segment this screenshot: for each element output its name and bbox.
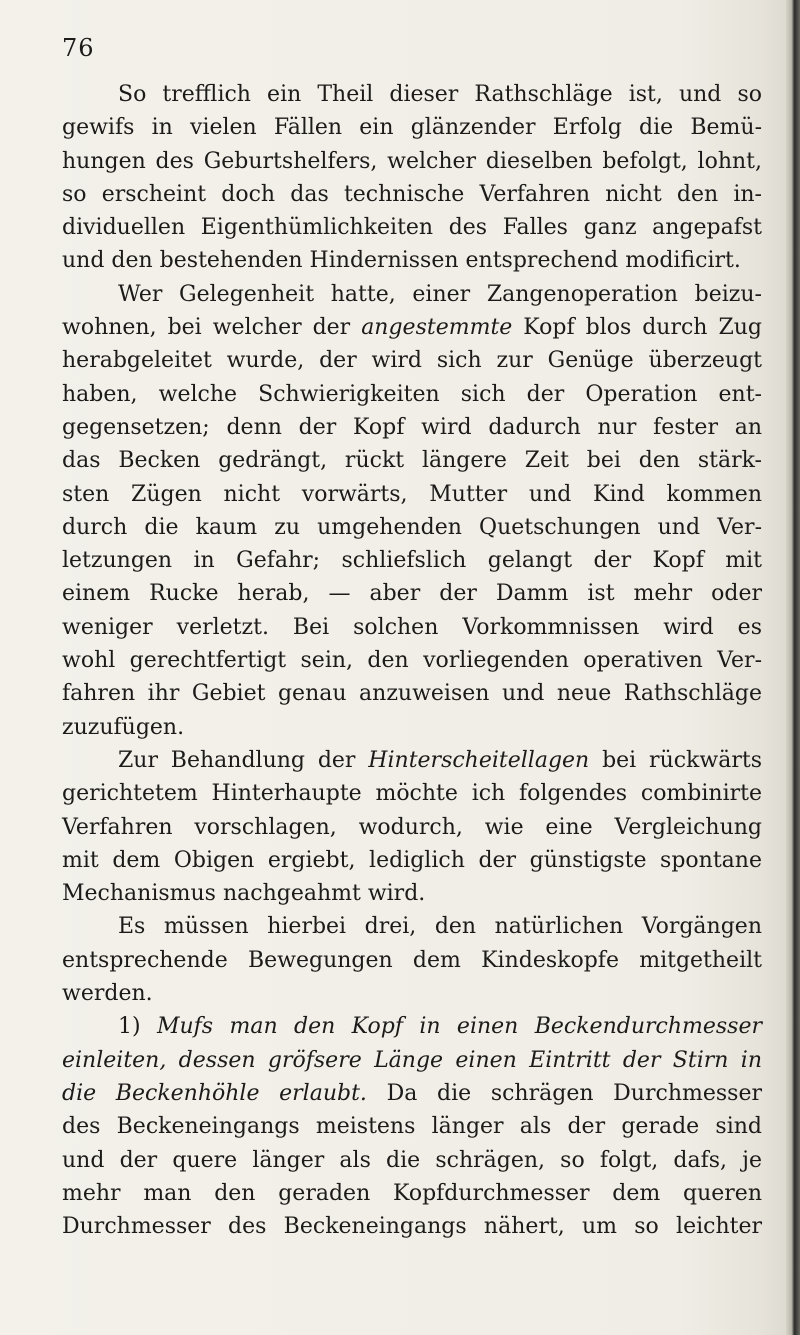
text-run: Kopf blos durch Zug (512, 315, 762, 341)
text-line (62, 311, 762, 344)
text-line: durch die kaum zu umgehenden Quetschungen und Ver- (62, 514, 762, 540)
text-line: wohl gerechtfertigt sein, den vorliegenden operativen Ver- (62, 648, 762, 674)
text-line: hungen des Geburtshelfers, welcher dieselben befolgt, lohnt, (62, 148, 762, 174)
text-line: einem Rucke herab, — aber der Damm ist mehr oder (62, 581, 762, 607)
text-line: haben, welche Schwierigkeiten sich der Operation ent- (62, 381, 762, 407)
text-line: Durchmesser des Beckeneingangs nähert, um so leichter (62, 1214, 762, 1240)
text-line: Wer Gelegenheit hatte, einer Zangenoperation beizu- (118, 281, 762, 307)
text-line: zuzufügen. (62, 714, 185, 740)
text-line: mehr man den geraden Kopfdurchmesser dem queren (62, 1180, 762, 1206)
text-line: werden. (62, 981, 153, 1007)
text-line (62, 744, 762, 777)
italic-run: Hinterscheitellagen (368, 747, 590, 773)
text-line: dividuellen Eigenthümlichkeiten des Falles ganz angepafst (62, 215, 762, 241)
text-run: 1) (118, 1014, 157, 1040)
text-line: Mechanismus nachgeahmt wird. (62, 881, 426, 907)
text-run: bei rückwärts (589, 747, 762, 773)
text-run: Da die schrägen Durchmesser (366, 1080, 762, 1106)
text-line: fahren ihr Gebiet genau anzuweisen und neue Rathschläge (62, 681, 762, 707)
text-line: gewifs in vielen Fällen ein glänzender Erfolg die Bemü- (62, 115, 762, 141)
text-line: herabgeleitet wurde, der wird sich zur Genüge überzeugt (62, 348, 762, 374)
text-line (62, 1010, 762, 1043)
text-line: gegensetzen; denn der Kopf wird dadurch nur fester an (62, 414, 762, 440)
text-line: des Beckeneingangs meistens länger als der gerade sind (62, 1114, 762, 1140)
text-line: und der quere länger als die schrägen, so folgt, dafs, je (62, 1147, 762, 1173)
text-line: so erscheint doch das technische Verfahren nicht den in- (62, 181, 762, 207)
text-line: entsprechende Bewegungen dem Kindeskopfe mitgetheilt (62, 947, 762, 973)
text-line: und den bestehenden Hindernissen entsprechend modificirt. (62, 248, 741, 274)
text-line: mit dem Obigen ergiebt, lediglich der günstigste spontane (62, 847, 762, 873)
page-edge-shadow (786, 0, 800, 1335)
italic-run: einleiten, dessen gröfsere Länge einen Eintritt der Stirn in (62, 1047, 762, 1073)
text-line: das Becken gedrängt, rückt längere Zeit bei den stärk- (62, 448, 762, 474)
text-run: Zur Behandlung der (118, 747, 369, 773)
page-number: 76 (62, 34, 95, 62)
italic-run: angestemmte (361, 315, 513, 341)
text-line: Es müssen hierbei drei, den natürlichen Vorgängen (118, 914, 762, 940)
text-run: wohnen, bei welcher der (62, 315, 362, 341)
text-line: letzungen in Gefahr; schliefslich gelangt der Kopf mit (62, 548, 762, 574)
text-line: gerichtetem Hinterhaupte möchte ich folgendes combinirte (62, 781, 762, 807)
text-line (62, 1077, 762, 1110)
text-line (62, 1044, 762, 1077)
text-line: So trefflich ein Theil dieser Rathschläge ist, und so (118, 82, 762, 107)
text-line: Verfahren vorschlagen, wodurch, wie eine Vergleichung (62, 814, 762, 840)
text-line: weniger verletzt. Bei solchen Vorkommnissen wird es (62, 614, 762, 640)
italic-run: Mufs man den Kopf in einen Beckendurchmesser (156, 1014, 762, 1040)
italic-run: die Beckenhöhle erlaubt. (62, 1080, 367, 1106)
text-line: sten Zügen nicht vorwärts, Mutter und Kind kommen (62, 481, 762, 507)
body-text (62, 78, 762, 1243)
